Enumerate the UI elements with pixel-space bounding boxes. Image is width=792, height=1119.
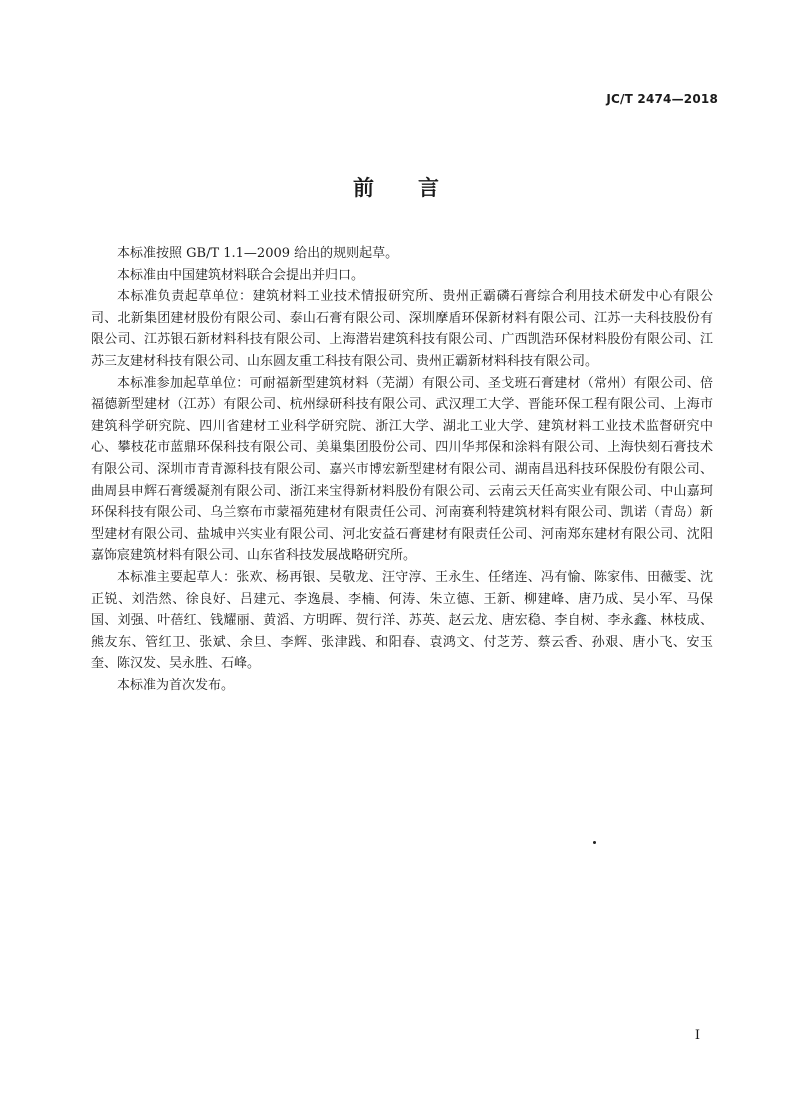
- paragraph-main-drafting-units: 本标准负责起草单位：建筑材料工业技术情报研究所、贵州正霸磷石膏综合利用技术研发中心有限公司、北新集团建材股份有限公司、泰山石膏有限公司、深圳摩盾环保新材料有限公司、江苏一夫科技股份有限公司、江苏银石新材料科技有限公司、上海潜岩建筑科技有限公司、广西凯浩环保材料股份有限公司、江苏三友建材科技有限公司、山东圆友重工科技有限公司、贵州正霸新材料科技有限公司。: [91, 289, 713, 369]
- paragraph-participating-units: 本标准参加起草单位：可耐福新型建筑材料（芜湖）有限公司、圣戈班石膏建材（常州）有限公司、倍福德新型建材（江苏）有限公司、杭州绿研科技有限公司、武汉理工大学、晋能环保工程有限公司、上海市建筑科学研究院、四川省建材工业科学研究院、浙江大学、湖北工业大学、建筑材料工业技术监督研究中心、攀枝花市蓝鼎环保科技有限公司、美巢集团股份公司、四川华邦保和涂料有限公司、上海快刻石膏技术有限公司、深圳市青青源科技有限公司、嘉兴市博宏新型建材有限公司、湖南昌迅科技环保股份有限公司、曲周县申辉石膏缓凝剂有限公司、浙江来宝得新材料股份有限公司、云南云天任高实业有限公司、中山嘉珂环保科技有限公司、乌兰察布市蒙福苑建材有限责任公司、河南赛利特建筑材料有限公司、凯诺（青岛）新型建材有限公司、盐城申兴实业有限公司、河北安益石膏建材有限责任公司、河南郑东建材有限公司、沈阳嘉饰宸建筑材料有限公司、山东省科技发展战略研究所。: [91, 375, 713, 564]
- paragraph-proposer: 本标准由中国建筑材料联合会提出并归口。: [117, 267, 365, 283]
- page-title: 前言: [353, 175, 483, 200]
- standard-code: JC/T 2474—2018: [606, 92, 718, 106]
- paragraph-first-release: 本标准为首次发布。: [117, 677, 235, 693]
- page-number: I: [694, 1028, 700, 1043]
- paragraph-drafting-rules: 本标准按照 GB/T 1.1—2009 给出的规则起草。: [117, 246, 399, 261]
- foreword-body: [91, 243, 713, 696]
- paragraph-main-drafters: 本标准主要起草人：张欢、杨再银、吴敬龙、汪守淳、王永生、任绪连、冯有愉、陈家伟、田薇雯、沈正锐、刘浩然、徐良好、吕建元、李逸晨、李楠、何涛、朱立德、王新、柳建峰、唐乃成、吴小军、马保国、刘强、叶蓓红、钱耀丽、黄滔、方明晖、贺行洋、苏英、赵云龙、唐宏稳、李自树、李永鑫、林枝成、熊友东、管红卫、张斌、余旦、李辉、张津践、和阳春、袁鸿文、付芝芳、蔡云香、孙艰、唐小飞、安玉奎、陈汉发、吴永胜、石峰。: [91, 569, 713, 672]
- stray-dot: [593, 841, 596, 844]
